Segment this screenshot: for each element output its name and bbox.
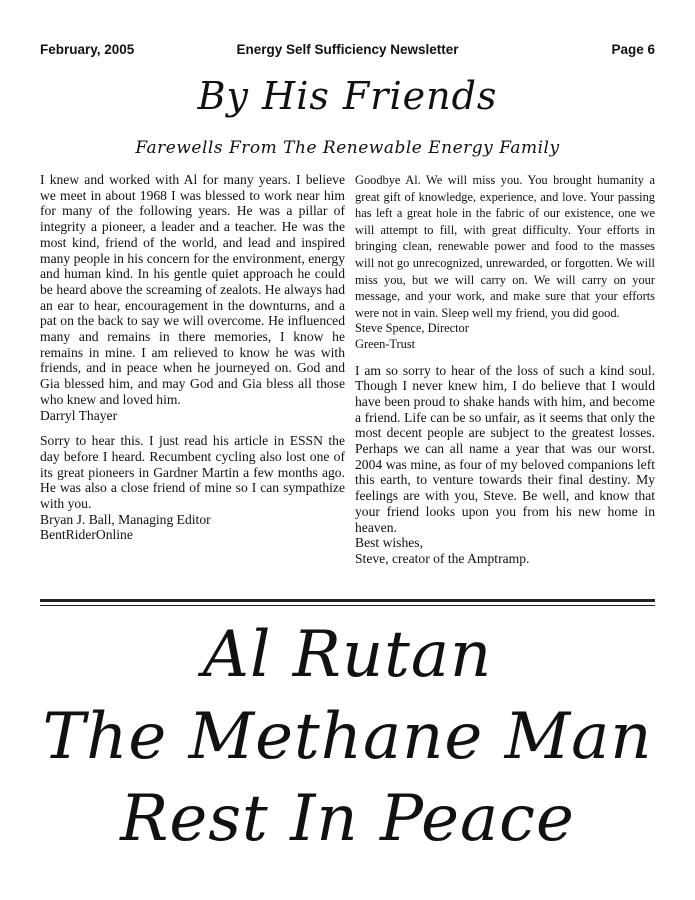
- page-header: [40, 42, 655, 60]
- tribute-text: I am so sorry to hear of the loss of such a kind soul. Though I never knew him, I do believe that I would have been proud to shake hands with him, and become a friend. Life can be so unfair, as it seems that only the most decent people are subject to the greatest losses. Perhaps we can all name a year that was our worst. 2004 was mine, as four of my beloved companions left this earth, to venture towards their final destiny. My feelings are with you, Steve. Be well, and know that your friend looks upon you from his new home in heaven.: [355, 362, 655, 535]
- tribute-ball: [40, 433, 345, 543]
- signature: Best wishes,: [355, 535, 423, 551]
- article-subtitle: Farewells From The Renewable Energy Family: [135, 138, 560, 158]
- signature-organization: Green-Trust: [355, 336, 416, 351]
- tribute-text: I knew and worked with Al for many years. I believe we meet in about 1968 I was blessed to work near him for many of the following years. He was a pillar of integrity a pioneer, a leader and a teacher. He was the most kind, friend of the world, and lead and inspired many people in his concern for the environment, energy and human kind. In his gentle quiet approach he could be heard above the screaming of zealots. He always had an ear to hear, encouragement in the downturns, and a pat on the back to say we will overcome. He influenced many and remains in there memories, I know he remains in mine. I am relieved to know he was with friends, and in peace when he journeyed on. God and Gia blessed him, and may God and Gia bless all those who knew and loved him.: [40, 172, 345, 407]
- right-column: [355, 172, 655, 577]
- memorial-rip: Rest In Peace: [120, 782, 575, 856]
- page-number: Page 6: [611, 42, 655, 57]
- issue-date: February, 2005: [40, 42, 135, 57]
- signature: Darryl Thayer: [40, 407, 118, 423]
- section-divider: [40, 599, 655, 606]
- signature: Steve Spence, Director: [355, 321, 469, 336]
- tribute-thayer: [40, 172, 345, 423]
- article-title: By His Friends: [197, 74, 498, 118]
- memorial-name: Al Rutan: [202, 618, 493, 692]
- memorial-epithet: The Methane Man: [42, 700, 653, 774]
- signature: Steve, creator of the Amptramp.: [355, 550, 530, 566]
- signature: Bryan J. Ball, Managing Editor: [40, 511, 211, 527]
- tribute-text: Sorry to hear this. I just read his article in ESSN the day before I heard. Recumbent cycling also lost one of its great pioneers in Gardner Martin a few months ago. He was also a close friend of mine so I can sympathize with you.: [40, 433, 345, 512]
- left-column: [40, 172, 345, 553]
- tribute-text: Goodbye Al. We will miss you. You brought humanity a great gift of knowledge, experience, and love. Your passing has left a great hole in the fabric of our existence, one we will attempt to fill, with great difficulty. Your efforts in bringing clean, renewable power and food to the masses will not go unrecognized, unrewarded, or forgotten. We will miss you, but we will carry on. We will carry on your message, and your work, and make sure that your efforts were not in vain. Sleep well my friend, you did good.: [355, 173, 655, 320]
- tribute-steve: [355, 363, 655, 567]
- tribute-spence: [355, 172, 655, 353]
- newsletter-name: Energy Self Sufficiency Newsletter: [236, 42, 459, 57]
- signature-organization: BentRiderOnline: [40, 527, 133, 543]
